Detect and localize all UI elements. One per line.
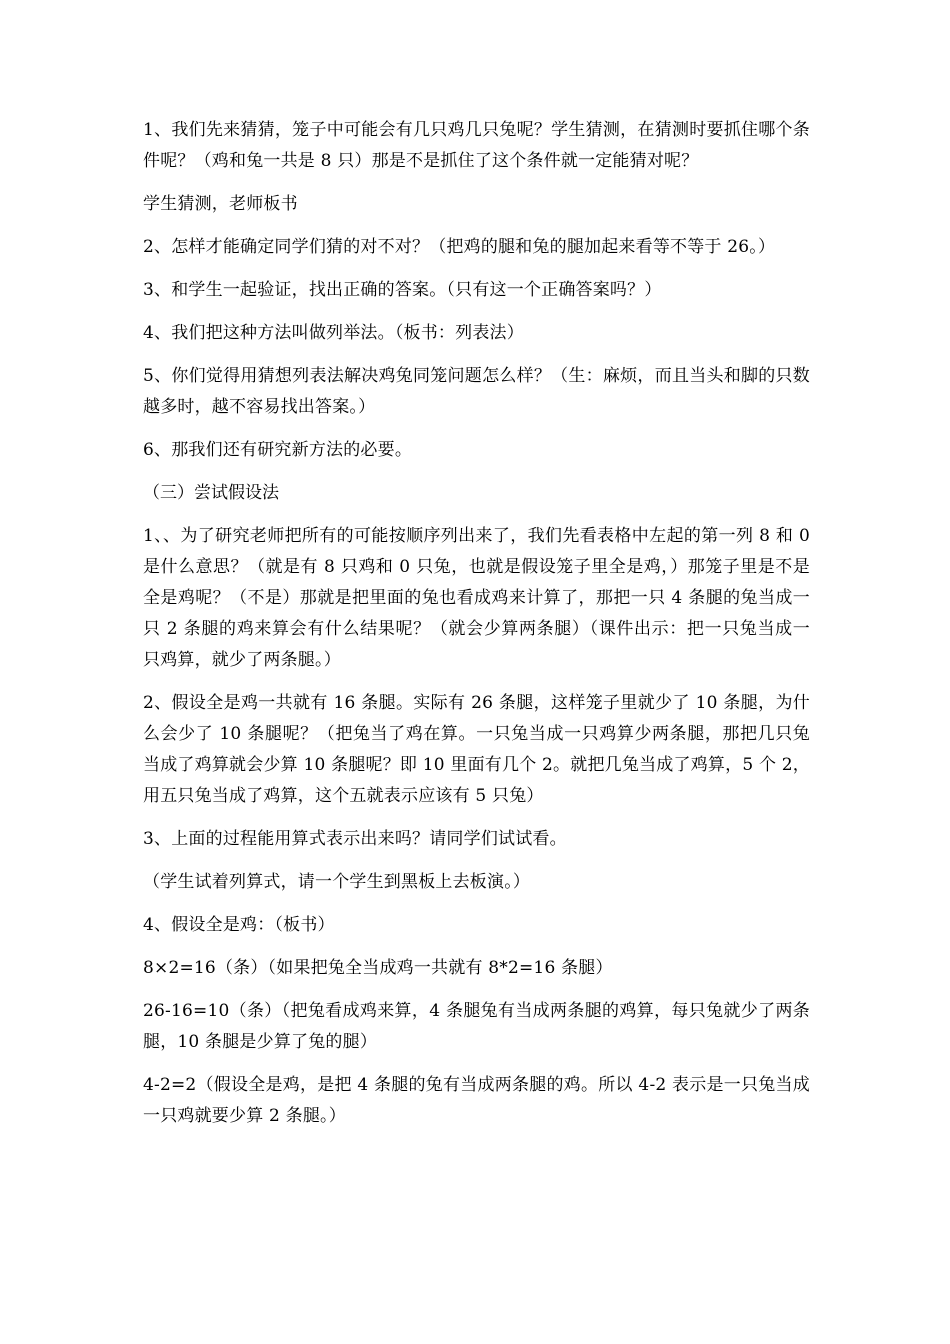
section-heading-hypothesis: （三）尝试假设法 [143, 483, 279, 503]
paragraph-guess: 1、我们先来猜猜，笼子中可能会有几只鸡几只兔呢？学生猜测，在猜测时要抓住哪个条件呢？（鸡和兔一共是 8 只）那是不是抓住了这个条件就一定能猜对呢？ [143, 120, 810, 171]
paragraph-student-guess: 学生猜测，老师板书 [143, 194, 298, 214]
paragraph-new-method: 6、那我们还有研究新方法的必要。 [143, 440, 413, 460]
paragraph-formula-3: 4-2=2（假设全是鸡，是把 4 条腿的兔有当成两条腿的鸡。所以 4-2 表示是一只兔当成一只鸡就要少算 2 条腿。） [143, 1075, 810, 1126]
paragraph-verify-answer: 3、和学生一起验证，找出正确的答案。（只有这一个正确答案吗？） [143, 280, 662, 300]
paragraph-formula-1: 8×2=16（条）（如果把兔全当成鸡一共就有 8*2=16 条腿） [143, 958, 613, 978]
paragraph-assume-chicken: 4、假设全是鸡：（板书） [143, 915, 335, 935]
paragraph-method-evaluation: 5、你们觉得用猜想列表法解决鸡兔同笼问题怎么样？（生：麻烦，而且当头和脚的只数越多时，越不容易找出答案。） [143, 366, 810, 417]
document-page [143, 115, 810, 1144]
paragraph-leg-count: 2、假设全是鸡一共就有 16 条腿。实际有 26 条腿，这样笼子里就少了 10 条腿，为什么会少了 10 条腿呢？（把兔当了鸡在算。一只兔当成一只鸡算少两条腿，那把几只兔当成了鸡算就会少算 10 条腿呢？即 10 里面有几个 2。就把几兔当成了鸡算，5 个 2，用五只兔当成了鸡算，这个五就表示应该有 5 只兔） [143, 693, 810, 806]
paragraph-formula-2: 26-16=10（条）（把兔看成鸡来算，4 条腿兔有当成两条腿的鸡算，每只兔就少了两条腿，10 条腿是少算了兔的腿） [143, 1001, 810, 1052]
paragraph-enumeration-method: 4、我们把这种方法叫做列举法。（板书：列表法） [143, 323, 524, 343]
paragraph-formula-prompt: 3、上面的过程能用算式表示出来吗？请同学们试试看。 [143, 829, 567, 849]
paragraph-verify-question: 2、怎样才能确定同学们猜的对不对？（把鸡的腿和兔的腿加起来看等不等于 26。） [143, 237, 776, 257]
paragraph-student-board: （学生试着列算式，请一个学生到黑板上去板演。） [143, 872, 531, 892]
paragraph-table-explanation: 1、、为了研究老师把所有的可能按顺序列出来了，我们先看表格中左起的第一列 8 和 0 是什么意思？（就是有 8 只鸡和 0 只兔，也就是假设笼子里全是鸡，）那笼子里是不是全是鸡呢？（不是）那就是把里面的兔也看成鸡来计算了，那把一只 4 条腿的兔当成一只 2 条腿的鸡来算会有什么结果呢？（就会少算两条腿）（课件出示：把一只兔当成一只鸡算，就少了两条腿。） [143, 526, 810, 670]
